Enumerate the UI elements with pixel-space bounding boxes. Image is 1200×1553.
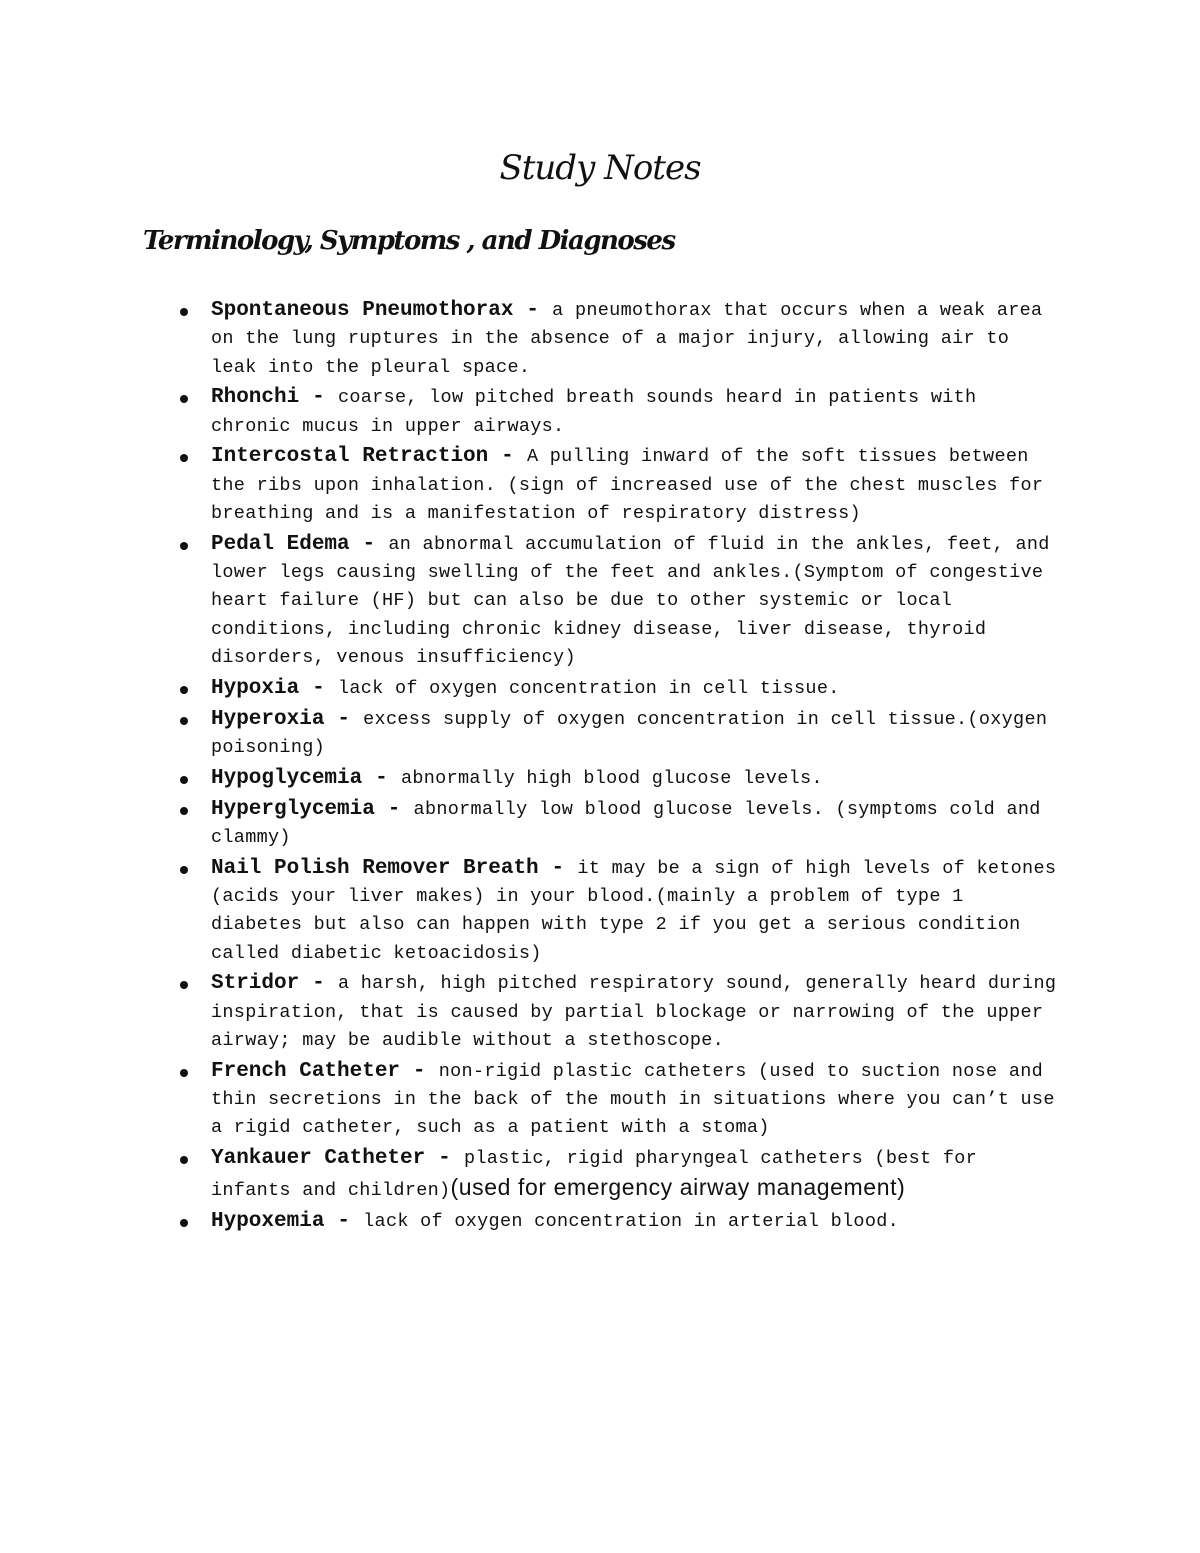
term-definition: lack of oxygen concentration in arterial blood. <box>363 1211 900 1233</box>
term-separator: - <box>299 676 338 700</box>
term-separator: - <box>324 707 364 731</box>
term-separator: - <box>349 532 389 556</box>
section-heading: Terminology, Symptoms , and Diagnoses <box>143 226 675 256</box>
bullet-icon <box>180 1219 188 1227</box>
term-name: Rhonchi <box>211 386 300 410</box>
bullet-icon <box>180 981 188 989</box>
bullet-icon <box>180 308 188 316</box>
term-separator: - <box>299 386 338 410</box>
term-name: Hyperglycemia <box>211 797 375 821</box>
bullet-icon <box>180 1069 188 1077</box>
bullet-icon <box>180 395 188 403</box>
list-item <box>211 443 1061 528</box>
term-separator: - <box>538 856 578 880</box>
bullet-icon <box>180 542 188 550</box>
bullet-icon <box>180 776 188 784</box>
list-item <box>211 855 1061 968</box>
term-definition: abnormally high blood glucose levels. <box>400 767 823 789</box>
list-item <box>211 384 1061 441</box>
term-definition: it may be a sign of high levels of ketones (acids your liver makes) in your blood.(mainly a problem of type 1 diabetes but also can happen with type 2 if you get a serious condition called diabetic ketoacidosis) <box>211 857 1057 964</box>
term-name: Yankauer Catheter <box>211 1147 426 1171</box>
term-separator: - <box>488 445 527 469</box>
term-name: Hypoglycemia <box>211 766 363 790</box>
term-name: French Catheter <box>211 1059 401 1083</box>
bullet-icon <box>180 717 188 725</box>
list-item <box>211 796 1061 853</box>
term-name: Nail Polish Remover Breath <box>211 856 539 880</box>
list-item <box>211 706 1061 763</box>
term-separator: - <box>374 797 414 821</box>
term-separator: - <box>425 1147 464 1171</box>
term-definition: non-rigid plastic catheters (used to suction nose and thin secretions in the back of the mouth in situations where you can’t use a rigid catheter, such as a patient with a stoma) <box>211 1060 1055 1139</box>
bullet-icon <box>180 866 188 874</box>
document-title: Study Notes <box>499 148 701 188</box>
term-separator: - <box>299 972 338 996</box>
term-name: Spontaneous Pneumothorax <box>211 299 514 322</box>
list-item <box>211 1058 1061 1143</box>
list-item <box>211 531 1061 672</box>
term-name: Hyperoxia <box>211 707 325 731</box>
term-definition: an abnormal accumulation of fluid in the ankles, feet, and lower legs causing swelling of the feet and ankles.(Symptom of congestive heart failure (HF) but can also be due to other systemic or local conditions, including chronic kidney disease, liver disease, thyroid disorders, venous insufficiency) <box>211 533 1050 669</box>
bullet-icon <box>180 686 188 694</box>
term-name: Hypoxia <box>211 676 300 700</box>
term-definition: lack of oxygen concentration in cell tissue. <box>337 677 840 699</box>
term-separator: - <box>400 1059 439 1083</box>
term-definition: excess supply of oxygen concentration in cell tissue.(oxygen poisoning) <box>211 708 1048 758</box>
bullet-icon <box>180 1156 188 1164</box>
list-item <box>211 297 1061 382</box>
term-definition: plastic, rigid pharyngeal catheters (best for infants and children) <box>211 1148 978 1202</box>
term-name: Stridor <box>211 972 300 996</box>
list-item <box>211 675 1061 703</box>
term-definition: abnormally low blood glucose levels. (symptoms cold and clammy) <box>211 798 1041 848</box>
term-separator: - <box>362 766 401 790</box>
term-note: (used for emergency airway management) <box>450 1174 906 1201</box>
list-item <box>211 1208 1061 1236</box>
bullet-icon <box>180 454 188 462</box>
term-name: Intercostal Retraction <box>211 445 489 469</box>
list-item <box>211 765 1061 793</box>
list-item <box>211 1145 1061 1206</box>
term-definition: a harsh, high pitched respiratory sound, generally heard during inspiration, that is caused by partial blockage or narrowing of the upper airway; may be audible without a stethoscope. <box>211 973 1057 1051</box>
term-definition: a pneumothorax that occurs when a weak area on the lung ruptures in the absence of a major injury, allowing air to leak into the pleural space. <box>211 300 1043 378</box>
term-name: Pedal Edema <box>211 532 350 556</box>
term-name: Hypoxemia <box>211 1210 325 1234</box>
term-definition: A pulling inward of the soft tissues between the ribs upon inhalation. (sign of increased use of the chest muscles for breathing and is a manifestation of respiratory distress) <box>211 446 1044 525</box>
term-separator: - <box>324 1210 364 1234</box>
term-list <box>211 297 1061 1239</box>
term-separator: - <box>513 299 553 322</box>
list-item <box>211 970 1061 1055</box>
bullet-icon <box>180 807 188 815</box>
term-definition: coarse, low pitched breath sounds heard in patients with chronic mucus in upper airways. <box>211 387 977 437</box>
